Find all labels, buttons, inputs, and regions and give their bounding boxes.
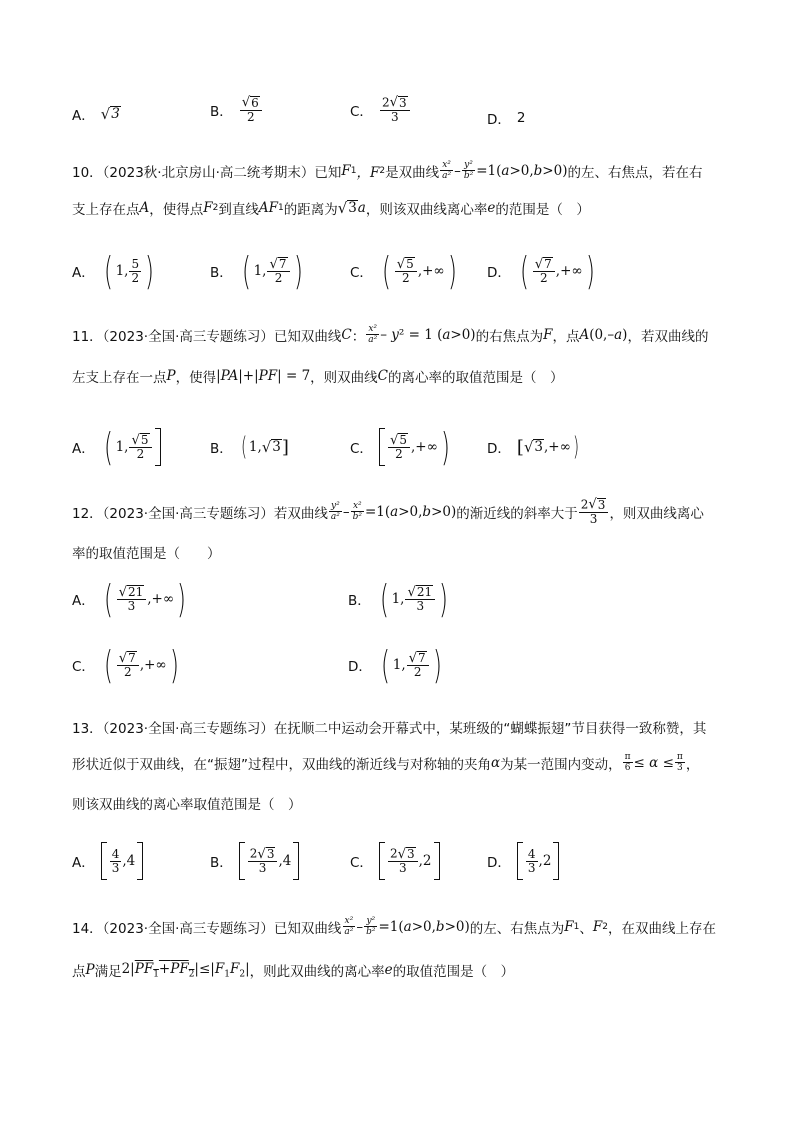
q9-option-a: A． √ 3 [72,104,120,124]
q13-line-1: 13．（2023·全国·高三专题练习）在抚顺二中运动会开幕式中，某班级的“蝴蝶振翅”节目获得一致称赞，其 [72,721,707,737]
q12-option-b: B． ( 1, √ 21 3 ) [348,577,449,621]
q13-option-b: B． 2 √ 3 3 ,4 [210,842,299,880]
q10-line-1: 10．（2023秋·北京房山·高二统考期末）已知 F 1 ，F 2 是双曲线 $\frac{\text{x²}}{\text{a²}}$ – $\frac{\text{y²}}{\text{b²}}$ =1(a>0,b>0) 的左、右焦点，若在右 [72,160,703,181]
q10-option-a: A． ( 1, $\frac{5}{2}$ ) [72,249,154,293]
q13-option-d: D． $\frac{4}{3}$ ,2 [487,842,559,880]
q11-option-d: D． [ √ 3 ,+∞ ) [487,432,579,462]
q11-line-2: 左支上存在一点 P ，使得 |PA|+|PF| = 7 ，则双曲线 C 的离心率的取值范围是（ ） [72,368,564,386]
q9-option-b: B． √ 6 2 [210,96,263,124]
q13-line-2: 形状近似于双曲线，在“振翅”过程中，双曲线的渐近线与对称轴的夹角 α 为某一范围内变动， $\frac{\pi}{6}$ ≤ α ≤ $\frac{\pi}{3}$ ， [72,752,700,773]
q11-line-1: 11．（2023·全国·高三专题练习）已知双曲线 C ： $\frac{\text{x²}}{\text{a²}}$ – y² = 1 (a>0) 的右焦点为 F ，点 A(0,–a) ，若双曲线的 [72,324,709,345]
q9-c-value: 2 √ 3 3 [380,96,410,124]
q9-b-value: √ 6 2 [240,96,262,124]
q12-line-1: 12．（2023·全国·高三专题练习）若双曲线 $\frac{\text{y²}}{\text{a²}}$ – $\frac{\text{x²}}{\text{b²}}$ =1(a>0,b>0) 的渐近线的斜率大于 2 √ 3 3 ，则双曲线离心 [72,497,704,526]
q11-option-a: A． ( 1, √ 5 2 [72,428,161,466]
q9-option-d: D． 2 [487,110,526,128]
q10-option-b: B． ( 1, √ 7 2 ) [210,249,303,293]
q13-option-a: A． $\frac{4}{3}$ ,4 [72,842,143,880]
q13-option-c: C． 2 √ 3 3 ,2 [350,842,440,880]
q11-option-c: C． √ 5 2 ,+∞ ) [350,425,450,469]
q10-option-d: D． ( √ 7 2 ,+∞ ) [487,249,595,293]
q9-option-c: C． 2 √ 3 3 [350,96,411,124]
q12-option-d: D． ( 1, √ 7 2 ) [348,643,442,687]
q12-option-c: C． ( √ 7 2 ,+∞ ) [72,643,179,687]
q11-option-b: B． ( 1, √ 3 ] [210,432,289,462]
q9-a-value: √ 3 [100,104,120,123]
q13-line-3: 则该双曲线的离心率取值范围是（ ） [72,797,302,813]
q14-line-2: 点 P 满足 $2|PF_1+PF_2|\le|F_1F_2|$ ，则此双曲线的离心率 e 的取值范围是（ ） [72,960,515,980]
q12-option-a: A． ( √ 21 3 ,+∞ ) [72,577,186,621]
q12-line-2: 率的取值范围是（ ） [72,546,221,562]
q10-line-2: 支上存在点 A ，使得点 F 2 到直线 AF 1 的距离为 √ 3 a ，则该双曲线离心率 e 的范围是（ ） [72,198,590,218]
q10-option-c: C． ( √ 5 2 ,+∞ ) [350,249,457,293]
q14-line-1: 14．（2023·全国·高三专题练习）已知双曲线 $\frac{\text{x²}}{\text{a²}}$ – $\frac{\text{y²}}{\text{b²}}$ =1(a>0,b>0) 的左、右焦点为 F 1 、 F 2 ，在双曲线上存在 [72,916,716,937]
